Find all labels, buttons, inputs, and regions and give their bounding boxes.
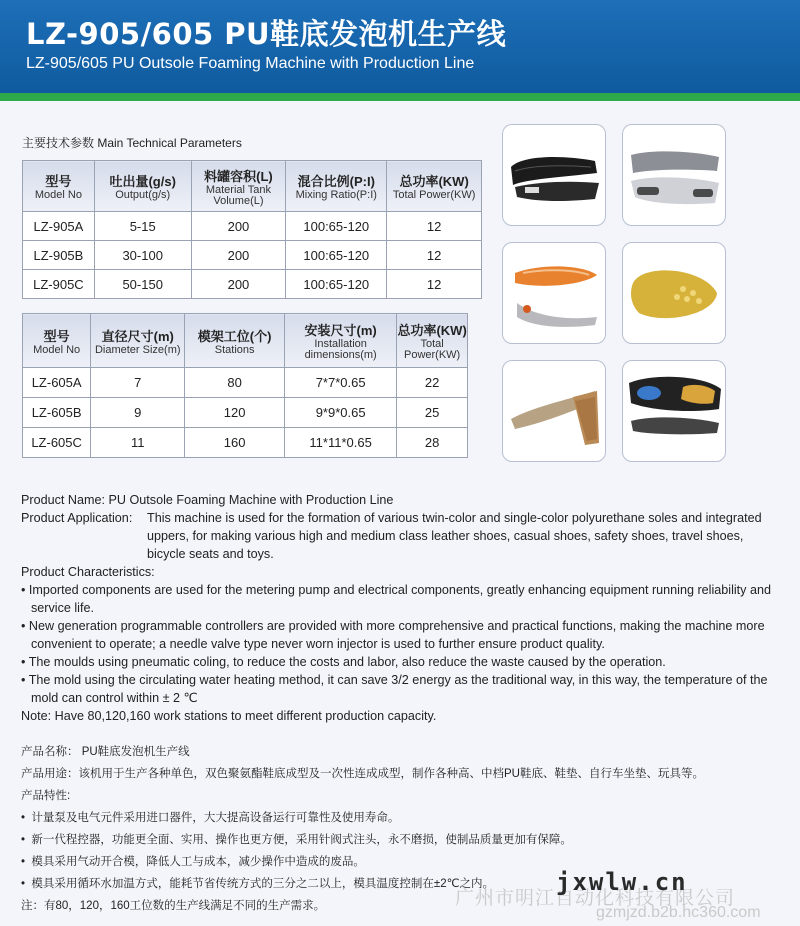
th-zh: 总功率(KW) bbox=[397, 323, 467, 338]
cell: 160 bbox=[185, 428, 285, 458]
list-item: • Imported components are used for the metering pump and electrical components, greatly enhancing equipment running reliability and service life. bbox=[21, 583, 771, 615]
cell: 28 bbox=[397, 428, 468, 458]
bullet-text: New generation programmable controllers are provided with more comprehensive and practical functions, making the machine more convenient to operate; a needle valve type never worn injector is used to further ensure product quality. bbox=[28, 619, 765, 651]
product-name-value: PU Outsole Foaming Machine with Production Line bbox=[108, 493, 394, 507]
product-photo-blue-sole bbox=[622, 360, 726, 462]
th-en: Output(g/s) bbox=[115, 189, 171, 201]
th-zh: 料罐容积(L) bbox=[204, 168, 273, 184]
list-item: • New generation programmable controllers are provided with more comprehensive and practical functions, making the machine more convenient to operate; a needle valve type never worn injector is used to further ensure product quality. bbox=[21, 619, 765, 651]
page-title-en: LZ-905/605 PU Outsole Foaming Machine with Production Line bbox=[26, 55, 475, 72]
zh-features-title: 产品特性: bbox=[21, 790, 71, 802]
cell: 11 bbox=[91, 428, 185, 458]
product-name-label: Product Name: bbox=[21, 493, 105, 507]
product-application-value: This machine is used for the formation of various twin-color and single-color polyurethane soles and integrated uppers, for making various high and medium class leather shoes, casual shoes, safety shoes, travel shoes, bicycle seats and toys. bbox=[147, 511, 762, 561]
watermark-url: gzmjzd.b2b.hc360.com bbox=[596, 904, 761, 921]
th-en: Diameter Size(m) bbox=[94, 343, 181, 356]
table-header-row bbox=[23, 314, 468, 368]
table-header-row bbox=[23, 161, 482, 212]
cell: 200 bbox=[191, 270, 286, 299]
cell: 12 bbox=[387, 270, 482, 299]
th-zh: 直径尺寸(m) bbox=[101, 328, 174, 344]
cell: 50-150 bbox=[94, 270, 191, 299]
list-item: • 计量泵及电气元件采用进口器件，大大提高设备运行可靠性及使用寿命。 bbox=[21, 812, 400, 824]
product-photo-grey-sole bbox=[622, 124, 726, 226]
cell: 200 bbox=[191, 212, 286, 241]
bullet-text: Imported components are used for the metering pump and electrical components, greatly enhancing equipment running reliability and service life. bbox=[28, 583, 771, 615]
product-photo-wedge-sole bbox=[502, 360, 606, 462]
cell: 7*7*0.65 bbox=[285, 368, 397, 398]
th-zh: 模架工位(个) bbox=[197, 328, 272, 344]
cell: 9 bbox=[91, 398, 185, 428]
cell: LZ-905C bbox=[23, 270, 95, 299]
params-title: 主要技术参数 Main Technical Parameters bbox=[22, 136, 242, 150]
cell: 30-100 bbox=[94, 241, 191, 270]
zh-product-usage: 产品用途：该机用于生产各种单色，双色聚氨酯鞋底成型及一次性连成成型，制作各种高、中档PU鞋底、鞋垫、自行车坐垫、玩具等。 bbox=[21, 768, 704, 780]
cell: 22 bbox=[397, 368, 468, 398]
bullet-text: 计量泵及电气元件采用进口器件，大大提高设备运行可靠性及使用寿命。 bbox=[31, 812, 400, 824]
product-photo-orange-sole bbox=[502, 242, 606, 344]
params-table-605 bbox=[22, 313, 468, 458]
th-zh: 型号 bbox=[43, 328, 70, 344]
page-title-cn: LZ-905/605 PU鞋底发泡机生产线 bbox=[26, 17, 507, 51]
cell: 80 bbox=[185, 368, 285, 398]
zh-note: 注：有80，120，160工位数的生产线满足不同的生产需求。 bbox=[21, 900, 326, 912]
bullet-text: 新一代程控器，功能更全面、实用、操作也更方便，采用针阀式注头，永不磨损，使制品质量更加有保障。 bbox=[31, 834, 572, 846]
list-item: • 模具采用循环水加温方式，能耗节省传统方式的三分之二以上，模具温度控制在±2℃之内。 bbox=[21, 878, 495, 890]
list-item: • 模具采用气动开合模，降低人工与成本，减少操作中造成的废品。 bbox=[21, 856, 365, 868]
cell: 100:65-120 bbox=[286, 241, 387, 270]
watermark-company: 广州市明江自动化科技有限公司 bbox=[455, 888, 736, 909]
bullet-text: 模具采用循环水加温方式，能耗节省传统方式的三分之二以上，模具温度控制在±2℃之内。 bbox=[31, 878, 495, 890]
th-zh: 总功率(KW) bbox=[399, 174, 469, 189]
cell: 100:65-120 bbox=[286, 270, 387, 299]
table-row bbox=[23, 428, 468, 458]
list-item: • 新一代程控器，功能更全面、实用、操作也更方便，采用针阀式注头，永不磨损，使制品质量更加有保障。 bbox=[21, 834, 572, 846]
table-row bbox=[23, 270, 482, 299]
cell: 7 bbox=[91, 368, 185, 398]
th-en: Model No bbox=[33, 343, 81, 356]
cell: 12 bbox=[387, 212, 482, 241]
th-en: Material Tank Volume(L) bbox=[205, 183, 272, 207]
cell: 25 bbox=[397, 398, 468, 428]
cell: LZ-605C bbox=[23, 428, 91, 458]
table-row bbox=[23, 241, 482, 270]
page-header bbox=[0, 0, 800, 96]
bullet-text: The moulds using pneumatic coling, to reduce the costs and labor, also reduce the waste caused by the operation. bbox=[28, 655, 666, 669]
bullet-text: The mold using the circulating water heating method, it can save 3/2 energy as the traditional way, in this way, the temperature of the mold can control within ± 2 ℃ bbox=[28, 673, 768, 705]
th-en: Mixing Ratio(P:I) bbox=[295, 189, 377, 201]
th-en: Total Power(KW) bbox=[404, 338, 461, 361]
cell: 5-15 bbox=[94, 212, 191, 241]
cell: 100:65-120 bbox=[286, 212, 387, 241]
bullet-text: 模具采用气动开合模，降低人工与成本，减少操作中造成的废品。 bbox=[31, 856, 365, 868]
cell: LZ-605A bbox=[23, 368, 91, 398]
cell: 11*11*0.65 bbox=[285, 428, 397, 458]
list-item: • The mold using the circulating water heating method, it can save 3/2 energy as the traditional way, in this way, the temperature of the mold can control within ± 2 ℃ bbox=[21, 673, 768, 705]
th-en: Stations bbox=[214, 343, 255, 356]
th-en: Total Power(KW) bbox=[392, 189, 476, 201]
cell: 12 bbox=[387, 241, 482, 270]
watermark-site: jxwlw.cn bbox=[556, 868, 688, 896]
table-row bbox=[23, 398, 468, 428]
product-characteristics-label: Product Characteristics: bbox=[21, 565, 155, 579]
th-zh: 吐出量(g/s) bbox=[109, 174, 176, 189]
cell: 200 bbox=[191, 241, 286, 270]
params-table-905 bbox=[22, 160, 482, 299]
cell: 120 bbox=[185, 398, 285, 428]
cell: 9*9*0.65 bbox=[285, 398, 397, 428]
cell: LZ-905A bbox=[23, 212, 95, 241]
th-zh: 安装尺寸(m) bbox=[304, 323, 377, 338]
table-row bbox=[23, 212, 482, 241]
table-row bbox=[23, 368, 468, 398]
cell: LZ-905B bbox=[23, 241, 95, 270]
product-application-label: Product Application: bbox=[21, 511, 133, 525]
zh-product-name: 产品名称： PU鞋底发泡机生产线 bbox=[21, 746, 190, 758]
th-zh: 混合比例(P:I) bbox=[297, 174, 375, 189]
th-en: Installation dimensions(m) bbox=[304, 338, 377, 361]
product-photo-black-sole bbox=[502, 124, 606, 226]
th-zh: 型号 bbox=[45, 174, 72, 189]
english-description bbox=[21, 491, 781, 725]
cell: LZ-605B bbox=[23, 398, 91, 428]
th-en: Model No bbox=[34, 189, 82, 201]
product-photo-yellow-sole bbox=[622, 242, 726, 344]
header-stripe bbox=[0, 93, 800, 101]
note: Note: Have 80,120,160 work stations to meet different production capacity. bbox=[21, 709, 437, 723]
list-item: • The moulds using pneumatic coling, to reduce the costs and labor, also reduce the waste caused by the operation. bbox=[21, 655, 666, 669]
